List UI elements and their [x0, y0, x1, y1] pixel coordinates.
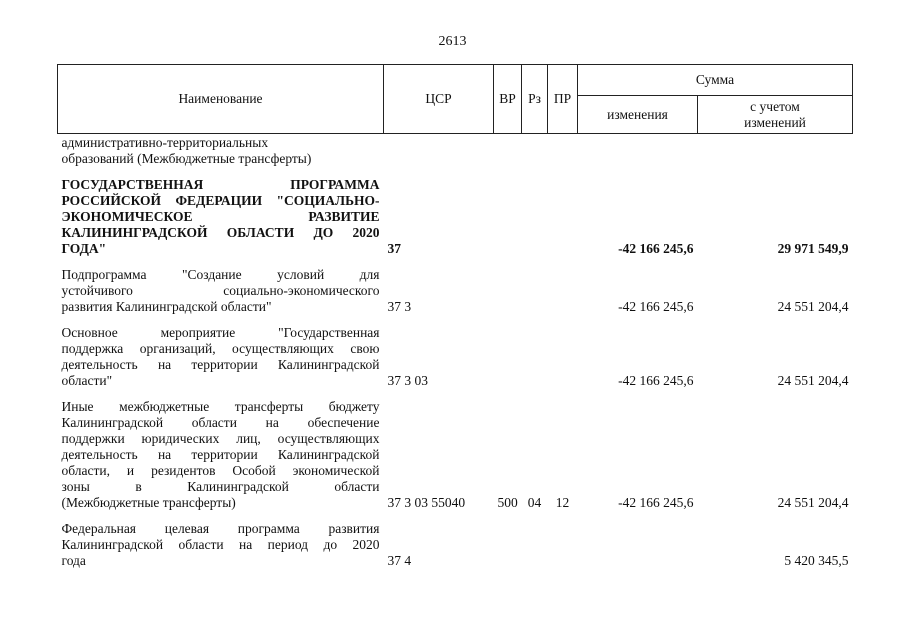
table-row [58, 134, 853, 168]
row-csr: 37 4 [387, 553, 412, 568]
row-name-line: зоны в Калининградской области [61, 479, 380, 494]
row-pr [548, 521, 578, 569]
row-pr [548, 134, 578, 168]
row-name-line: образований (Межбюджетные трансферты) [61, 151, 312, 166]
row-rz [522, 134, 548, 168]
row-change: -42 166 245,6 [618, 495, 694, 510]
row-name-line: года [61, 553, 86, 568]
header-with-changes [698, 96, 853, 134]
header-with-changes-line2: изменений [744, 114, 806, 130]
row-rz [522, 177, 548, 257]
row-name-line: области, и резидентов Особой экономической [61, 463, 380, 478]
row-change: -42 166 245,6 [618, 299, 694, 314]
row-change: -42 166 245,6 [618, 373, 694, 388]
row-vr [494, 325, 522, 389]
row-name-line: ЭКОНОМИЧЕСКОЕ РАЗВИТИЕ [61, 209, 380, 224]
row-total: 24 551 204,4 [777, 299, 849, 314]
row-spacer [58, 257, 853, 267]
row-spacer [58, 167, 853, 177]
row-change [578, 521, 698, 569]
row-name-line: Федеральная целевая программа развития [61, 521, 380, 536]
row-name-line: Основное мероприятие "Государственная [61, 325, 380, 340]
row-name-line: ГОСУДАРСТВЕННАЯ ПРОГРАММА [61, 177, 380, 192]
row-csr: 37 3 03 [387, 373, 428, 388]
table-row [58, 267, 853, 315]
table-body [58, 134, 853, 570]
row-name-line: Подпрограмма "Создание условий для [61, 267, 380, 282]
row-name [58, 267, 384, 315]
header-changes: изменения [578, 96, 698, 134]
header-vr: ВР [494, 65, 522, 134]
row-name-line: поддержки юридических лиц, осуществляющих [61, 431, 380, 446]
budget-table [57, 64, 853, 569]
page-number: 2613 [438, 34, 467, 49]
row-change: -42 166 245,6 [618, 241, 694, 256]
row-rz: 04 [527, 495, 542, 510]
header-csr: ЦСР [384, 65, 494, 134]
row-total: 24 551 204,4 [777, 495, 849, 510]
row-name-line: развития Калининградской области" [61, 299, 272, 314]
row-csr: 37 3 03 55040 [387, 495, 466, 510]
row-name-line: поддержка организаций, осуществляющих свою [61, 341, 380, 356]
row-vr [494, 134, 522, 168]
row-name-line: административно-территориальных [61, 135, 269, 150]
row-name-line: КАЛИНИНГРАДСКОЙ ОБЛАСТИ ДО 2020 [61, 225, 380, 240]
row-total [698, 134, 853, 168]
row-name-line: Калининградской области на период до 2020 [61, 537, 380, 552]
row-name-line: (Межбюджетные трансферты) [61, 495, 236, 510]
row-name-line: области" [61, 373, 113, 388]
header-with-changes-line1: с учетом [750, 98, 800, 114]
header-pr: ПР [548, 65, 578, 134]
row-vr [494, 177, 522, 257]
table-row [58, 521, 853, 569]
row-name-line: ГОДА" [61, 241, 107, 256]
row-total: 5 420 345,5 [784, 553, 849, 568]
header-name: Наименование [58, 65, 384, 134]
row-name-line: Калининградской области на обеспечение [61, 415, 380, 430]
row-name [58, 399, 384, 511]
row-name-line: деятельность на территории Калининградской [61, 357, 380, 372]
row-csr [384, 134, 494, 168]
row-name [58, 521, 384, 569]
row-name [58, 177, 384, 257]
row-vr: 500 [497, 495, 518, 510]
row-rz [522, 267, 548, 315]
table-row [58, 399, 853, 511]
row-name [58, 325, 384, 389]
row-change [578, 134, 698, 168]
row-csr: 37 [387, 241, 401, 256]
table-row [58, 325, 853, 389]
row-name-line: Иные межбюджетные трансферты бюджету [61, 399, 380, 414]
row-rz [522, 521, 548, 569]
row-rz [522, 325, 548, 389]
row-pr [548, 267, 578, 315]
row-pr [548, 177, 578, 257]
row-vr [494, 267, 522, 315]
header-summa: Сумма [578, 65, 853, 96]
row-total: 24 551 204,4 [777, 373, 849, 388]
row-name-line: устойчивого социально-экономического [61, 283, 380, 298]
row-pr: 12 [555, 495, 570, 510]
row-csr: 37 3 [387, 299, 412, 314]
row-spacer [58, 315, 853, 325]
row-pr [548, 325, 578, 389]
row-vr [494, 521, 522, 569]
row-spacer [58, 511, 853, 521]
row-name [58, 134, 384, 168]
table-row [58, 177, 853, 257]
row-total: 29 971 549,9 [777, 241, 849, 256]
header-rz: Рз [522, 65, 548, 134]
row-name-line: РОССИЙСКОЙ ФЕДЕРАЦИИ "СОЦИАЛЬНО- [61, 193, 380, 208]
row-name-line: деятельность на территории Калининградской [61, 447, 380, 462]
row-spacer [58, 389, 853, 399]
